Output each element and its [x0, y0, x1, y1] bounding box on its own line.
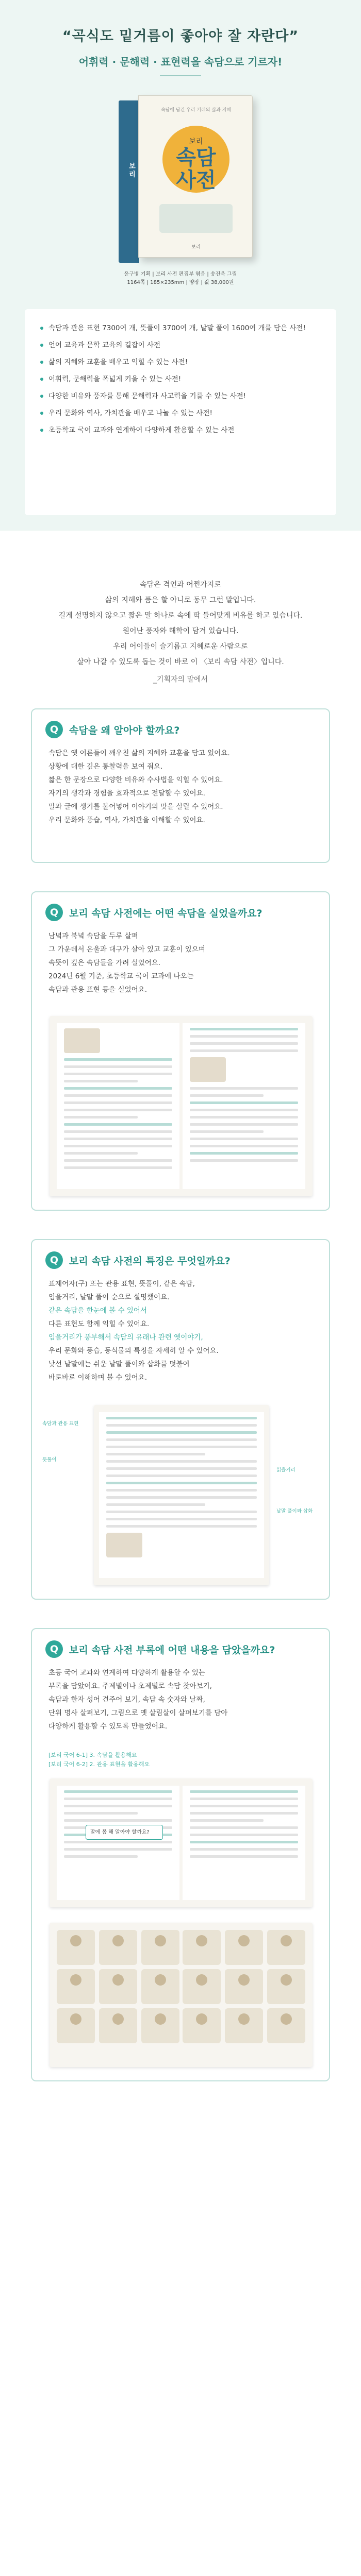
feature-item: 우리 문화와 역사, 가치관을 배우고 나눌 수 있는 사전! — [40, 408, 321, 419]
body-line: 표제어자(구) 또는 관용 표현, 뜻풀이, 같은 속담, — [48, 1280, 195, 1288]
zoom-note: 말에 몸 해 알아야 할까요? — [86, 1825, 163, 1840]
body-line: 남녘과 북녘 속담을 두루 살펴 — [48, 932, 138, 940]
feature-item: 언어 교육과 문학 교육의 길잡이 사전 — [40, 340, 321, 351]
spine-title: 보리 — [127, 162, 135, 179]
cover-title-line2: 사전 — [176, 168, 216, 192]
illustration-thumb — [106, 1533, 142, 1557]
feature-list — [25, 309, 336, 515]
body-line: 속담은 옛 어른들이 깨우친 삶의 지혜와 교훈을 담고 있어요. — [48, 749, 230, 757]
curriculum-captions — [48, 1751, 150, 1769]
body-line: 2024년 6월 기준, 초등학교 국어 교과에 나오는 — [48, 972, 194, 980]
cover-tagline: 속담에 담긴 우리 겨레의 삶과 지혜 — [160, 108, 232, 113]
section-body — [32, 738, 329, 827]
household-object-figure — [267, 1969, 305, 2004]
household-object-figure — [141, 1930, 179, 1965]
body-line: 임을거리, 낱말 풀이 순으로 설명했어요. — [48, 1293, 170, 1301]
bullet-icon — [40, 395, 43, 398]
book-meta-spec: 1164쪽 | 185×235mm | 양장 | 값 38,000원 — [127, 280, 234, 285]
section-features — [31, 1239, 330, 1600]
hero-quote: “곡식도 밑거름이 좋아야 잘 자란다” — [62, 28, 299, 44]
bullet-icon — [40, 327, 43, 330]
body-line: 말과 글에 생기를 불어넣어 이야기의 맛을 살릴 수 있어요. — [48, 803, 223, 811]
body-line: 그 가운데서 온울과 대구가 살아 있고 교훈이 있으며 — [48, 945, 205, 954]
body-line: 초등 국어 교과와 연계하여 다양하게 활용할 수 있는 — [48, 1669, 205, 1677]
body-line: 임을거리가 풍부해서 속담의 유래나 관련 옛이야기, — [48, 1333, 203, 1342]
body-line: 상황에 대한 깊은 통찰력을 보여 줘요. — [48, 762, 163, 771]
body-line: 바로바로 이해하며 볼 수 있어요. — [48, 1374, 147, 1382]
body-line: 낯선 낱말에는 쉬운 낱말 풀이와 삽화를 덧붙여 — [48, 1360, 190, 1368]
household-object-figure — [225, 2008, 263, 2043]
question-icon: Q — [45, 1251, 63, 1269]
bullet-icon — [40, 378, 43, 381]
household-object-figure — [57, 2008, 95, 2043]
household-object-figure — [99, 1930, 137, 1965]
intro-line: 길게 설명하지 않으고 짧은 말 하나로 속에 딱 들어맞게 비유를 하고 있습니다. — [58, 612, 303, 620]
book-spine — [119, 100, 139, 263]
intro-line: 삶의 지혜와 품은 할 아니로 동무 그런 말입니다. — [105, 596, 256, 604]
appendix-spread-image-1 — [50, 1778, 313, 1907]
curriculum-link: [보리 국어 6-1] 3. 속담을 활용해요 — [48, 1752, 137, 1758]
body-line: 우리 문화와 풍습, 역사, 가치관을 이해할 수 있어요. — [48, 816, 205, 824]
section-body — [32, 921, 329, 996]
cover-title — [139, 146, 253, 192]
section-header — [32, 1629, 329, 1658]
divider — [160, 75, 201, 76]
section-body — [32, 1269, 329, 1384]
household-object-figure — [99, 2008, 137, 2043]
section-contents — [31, 891, 330, 1211]
section-title: 속담을 왜 알아야 할까요? — [69, 724, 180, 736]
book-meta-credits: 윤구병 기획 | 보리 사전 편집부 엮음 | 송진욱 그림 — [124, 272, 237, 277]
planner-note — [0, 577, 361, 687]
intro-signature: _기획자의 말에서 — [153, 675, 208, 684]
household-object-figure — [225, 1930, 263, 1965]
spread-left-page — [57, 1786, 179, 1900]
body-line: 속담과 관용 표현 등을 실었어요. — [48, 986, 147, 994]
intro-line: 원어난 풍자와 해학이 담겨 있습니다. — [122, 627, 239, 635]
entry-sample-image — [94, 1405, 269, 1585]
body-line: 우리 문화와 풍습, 동식물의 특징을 자세히 알 수 있어요. — [48, 1347, 219, 1355]
section-why — [31, 708, 330, 863]
household-object-figure — [267, 2008, 305, 2043]
hero-subtitle: 어휘력 · 문해력 · 표현력을 속담으로 기르자! — [78, 56, 283, 68]
section-header — [32, 709, 329, 738]
body-line: 자기의 생각과 경험을 효과적으로 전달할 수 있어요. — [48, 789, 205, 798]
household-object-figure — [57, 1969, 95, 2004]
section-title: 보리 속담 사전에는 어떤 속담을 실었을까요? — [69, 907, 262, 919]
body-line: 다양하게 활용할 수 있도록 만들었어요. — [48, 1722, 168, 1731]
figure-grid-right — [183, 1930, 305, 2043]
book-image — [119, 95, 253, 263]
cover-publisher: 보리 — [191, 245, 201, 250]
bullet-icon — [40, 361, 43, 364]
household-object-figure — [183, 2008, 221, 2043]
section-body — [32, 1658, 329, 1733]
household-object-figure — [183, 1969, 221, 2004]
spread-right-page — [183, 1786, 305, 1900]
household-object-figure — [141, 2008, 179, 2043]
feature-item: 삶의 지혜와 교훈을 배우고 익힐 수 있는 사전! — [40, 357, 321, 368]
cover-illustration — [159, 204, 233, 233]
question-icon: Q — [45, 1640, 63, 1658]
callout-headword: 속담과 관용 표현 — [42, 1421, 79, 1427]
callout-reading: 읽을거리 — [276, 1467, 296, 1473]
question-icon: Q — [45, 721, 63, 738]
bullet-icon — [40, 412, 43, 415]
callout-glossary: 낱말 풀이와 삽화 — [276, 1509, 313, 1514]
household-object-figure — [99, 1969, 137, 2004]
intro-line: 살아 나갈 수 있도록 돕는 것이 바로 이 〈보리 속담 사전〉입니다. — [77, 658, 284, 666]
section-header — [32, 1240, 329, 1269]
body-line: 단위 명사 살펴보기, 그림으로 옛 살림살이 살펴보기를 담아 — [48, 1709, 228, 1717]
question-icon: Q — [45, 904, 63, 921]
entry-page — [99, 1412, 264, 1578]
body-line: 짧은 한 문장으로 다양한 비유와 수사법을 익힐 수 있어요. — [48, 776, 223, 784]
cover-series: 보리 — [189, 138, 203, 146]
illustration-thumb — [190, 1057, 226, 1082]
cover-title-line1: 속담 — [176, 146, 216, 170]
section-appendix — [31, 1628, 330, 2081]
book-cover — [138, 95, 253, 258]
spread-right-page — [183, 1023, 305, 1189]
feature-item: 속담과 관용 표현 7300여 개, 뜻풀이 3700여 개, 낱말 풀이 1600여 개를 담은 사전! — [40, 323, 321, 334]
body-line: 다른 표현도 함께 익힐 수 있어요. — [48, 1320, 150, 1328]
household-object-figure — [225, 1969, 263, 2004]
curriculum-link: [보리 국어 6-2] 2. 관용 표현을 활용해요 — [48, 1761, 150, 1768]
intro-line: 속담은 격언과 어쩐가지로 — [140, 581, 221, 589]
hero-section — [0, 0, 361, 531]
body-line: 속담과 한자 성어 견주어 보기, 속담 속 숫자와 날짜, — [48, 1696, 205, 1704]
intro-line: 우리 어이들이 슬기롭고 지혜로운 사람으로 — [113, 642, 248, 651]
bullet-icon — [40, 344, 43, 347]
household-object-figure — [183, 1930, 221, 1965]
feature-item: 초등학교 국어 교과와 연계하여 다양하게 활용할 수 있는 사전 — [40, 425, 321, 436]
book-meta — [0, 270, 361, 287]
feature-item: 어휘력, 문해력을 폭넓게 키울 수 있는 사전! — [40, 374, 321, 385]
illustration-thumb — [64, 1028, 100, 1053]
section-title: 보리 속담 사전 부록에 어떤 내용을 담았을까요? — [69, 1644, 275, 1656]
household-object-figure — [141, 1969, 179, 2004]
appendix-spread-image-2 — [50, 1923, 313, 2067]
bullet-icon — [40, 429, 43, 432]
section-title: 보리 속담 사전의 특징은 무엇일까요? — [69, 1255, 231, 1267]
callout-meaning: 뜻풀이 — [42, 1457, 57, 1463]
body-line: 속뜻이 깊은 속담들을 가려 실었어요. — [48, 959, 161, 967]
body-line: 같은 속담을 한눈에 볼 수 있어서 — [48, 1307, 147, 1315]
spread-left-page — [57, 1023, 179, 1189]
household-object-figure — [267, 1930, 305, 1965]
book-spread-image — [50, 1016, 313, 1196]
figure-grid-left — [57, 1930, 179, 2043]
feature-item: 다양한 비유와 풍자를 통해 문해력과 사고력을 기를 수 있는 사전! — [40, 391, 321, 402]
household-object-figure — [57, 1930, 95, 1965]
body-line: 부록을 담았어요. 주제별이나 초제별로 속담 찾아보기, — [48, 1682, 212, 1690]
section-header — [32, 892, 329, 921]
